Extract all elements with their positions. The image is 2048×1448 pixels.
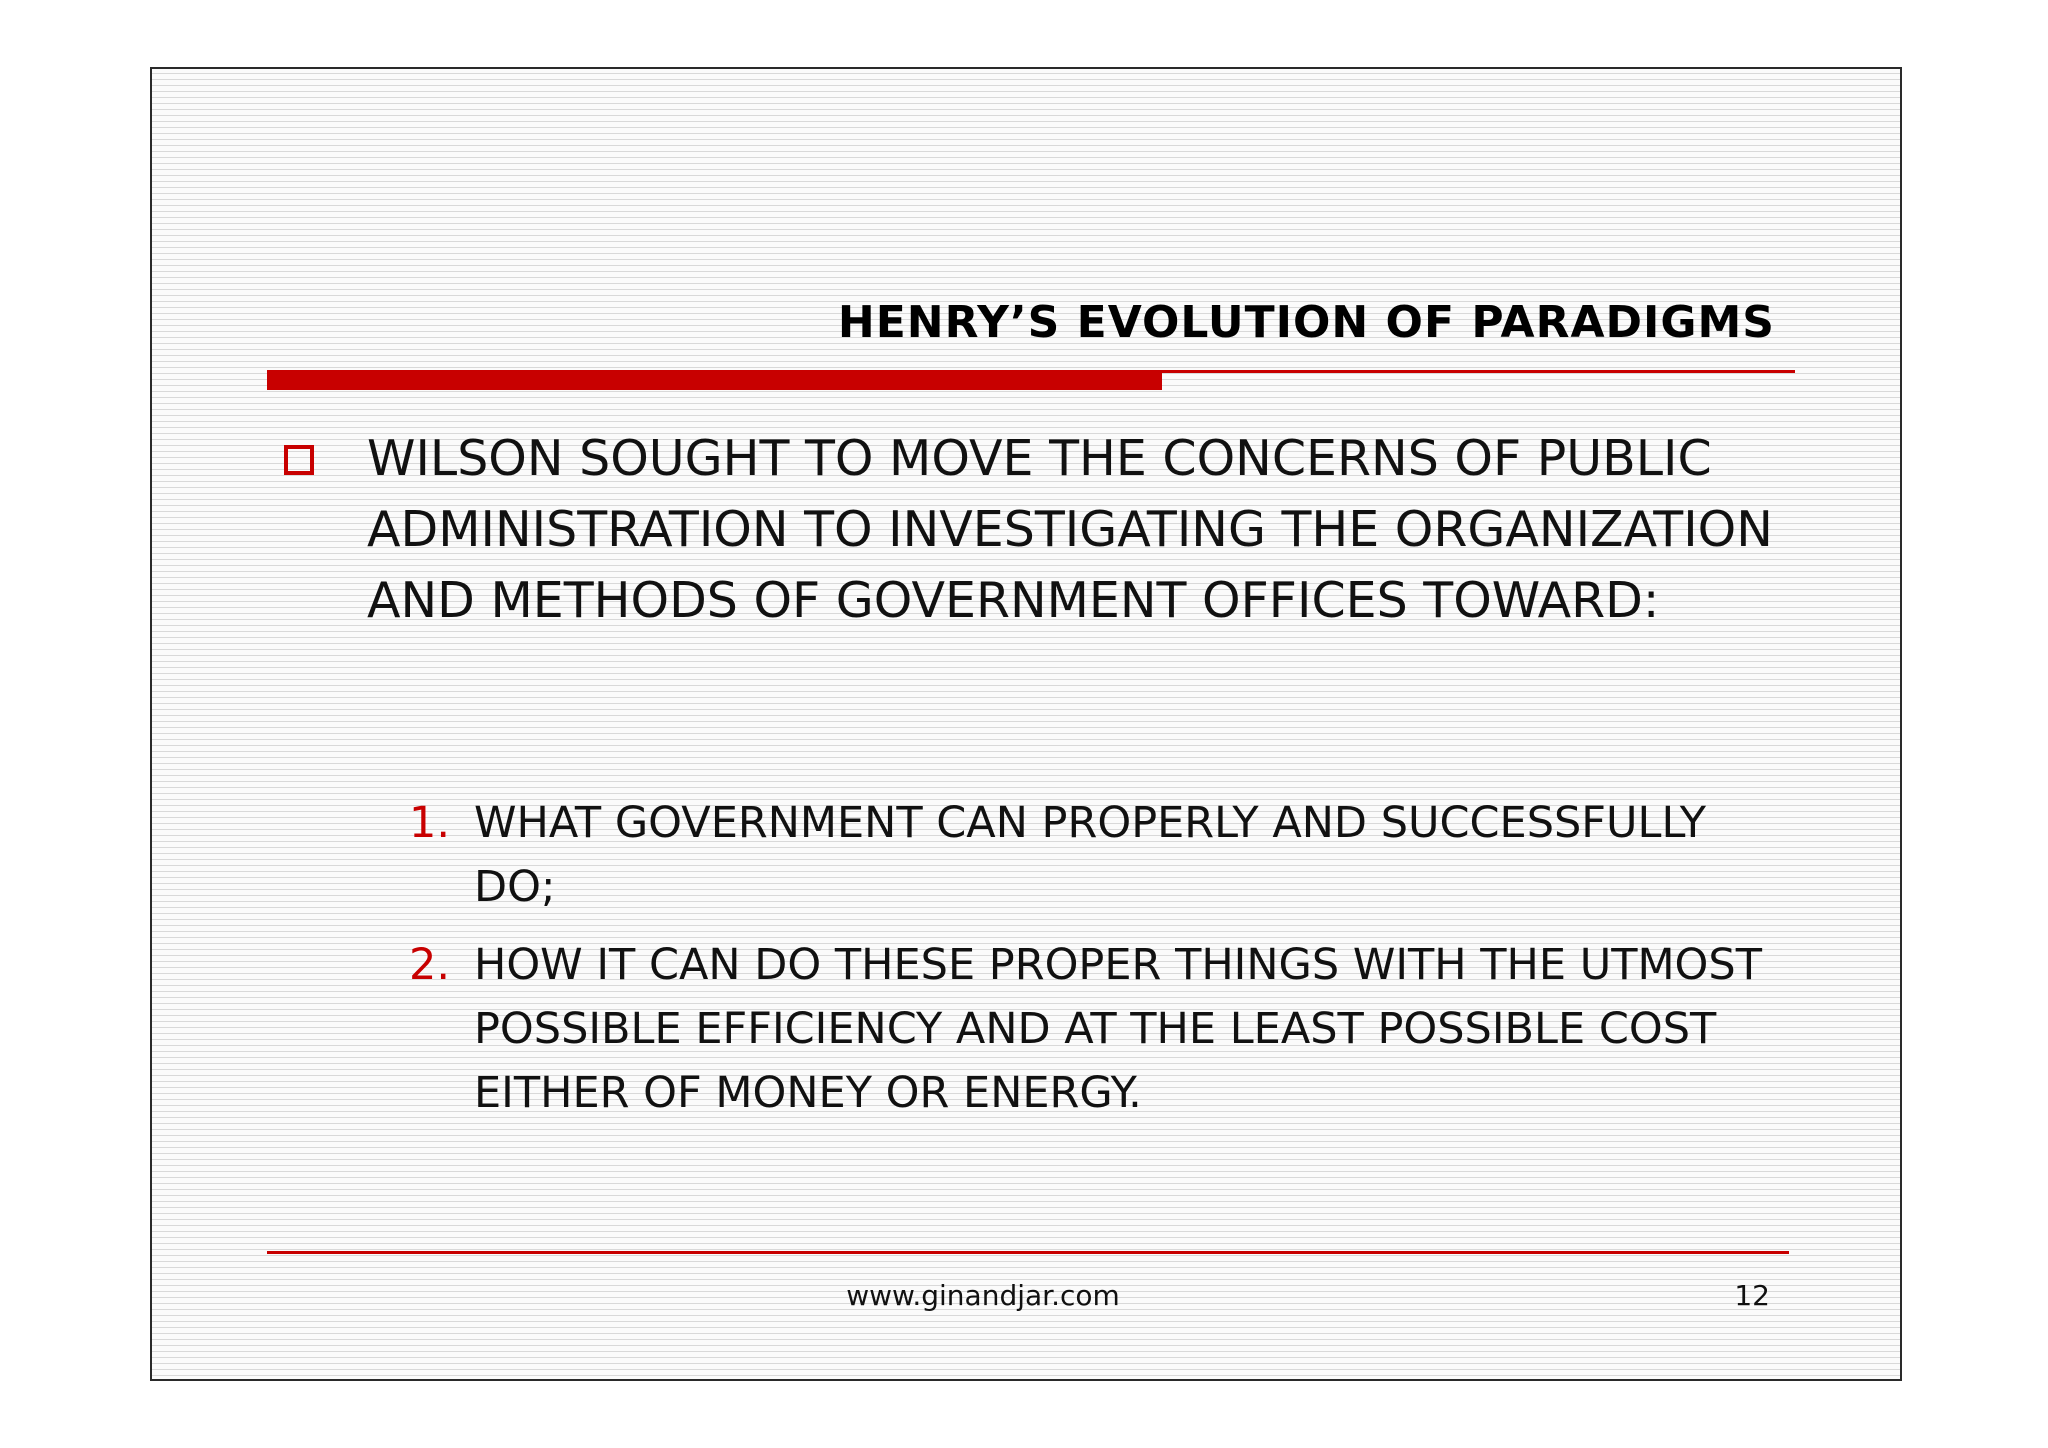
bullet-text: WILSON SOUGHT TO MOVE THE CONCERNS OF PUBLIC ADMINISTRATION TO INVESTIGATING THE ORGANIZATION AND METHODS OF GOVERNMENT OFFICES TOWARD:: [367, 430, 1773, 629]
list-item-number: 1.: [409, 798, 451, 848]
title-underline-thin: [1162, 370, 1795, 373]
slide: [150, 67, 1902, 1381]
hollow-square-bullet-icon: [284, 445, 314, 475]
slide-title: HENRY’S EVOLUTION OF PARADIGMS: [837, 297, 1775, 348]
list-item-number: 2.: [409, 940, 451, 990]
footer-divider: [267, 1251, 1789, 1254]
page-number: 12: [1734, 1279, 1770, 1312]
list-item-text: WHAT GOVERNMENT CAN PROPERLY AND SUCCESSFULLY DO;: [474, 798, 1706, 912]
list-item-text: HOW IT CAN DO THESE PROPER THINGS WITH THE UTMOST POSSIBLE EFFICIENCY AND AT THE LEAST POSSIBLE COST EITHER OF MONEY OR ENERGY.: [474, 940, 1762, 1118]
title-underline-thick: [267, 370, 1162, 390]
footer-url: www.ginandjar.com: [846, 1279, 1120, 1312]
